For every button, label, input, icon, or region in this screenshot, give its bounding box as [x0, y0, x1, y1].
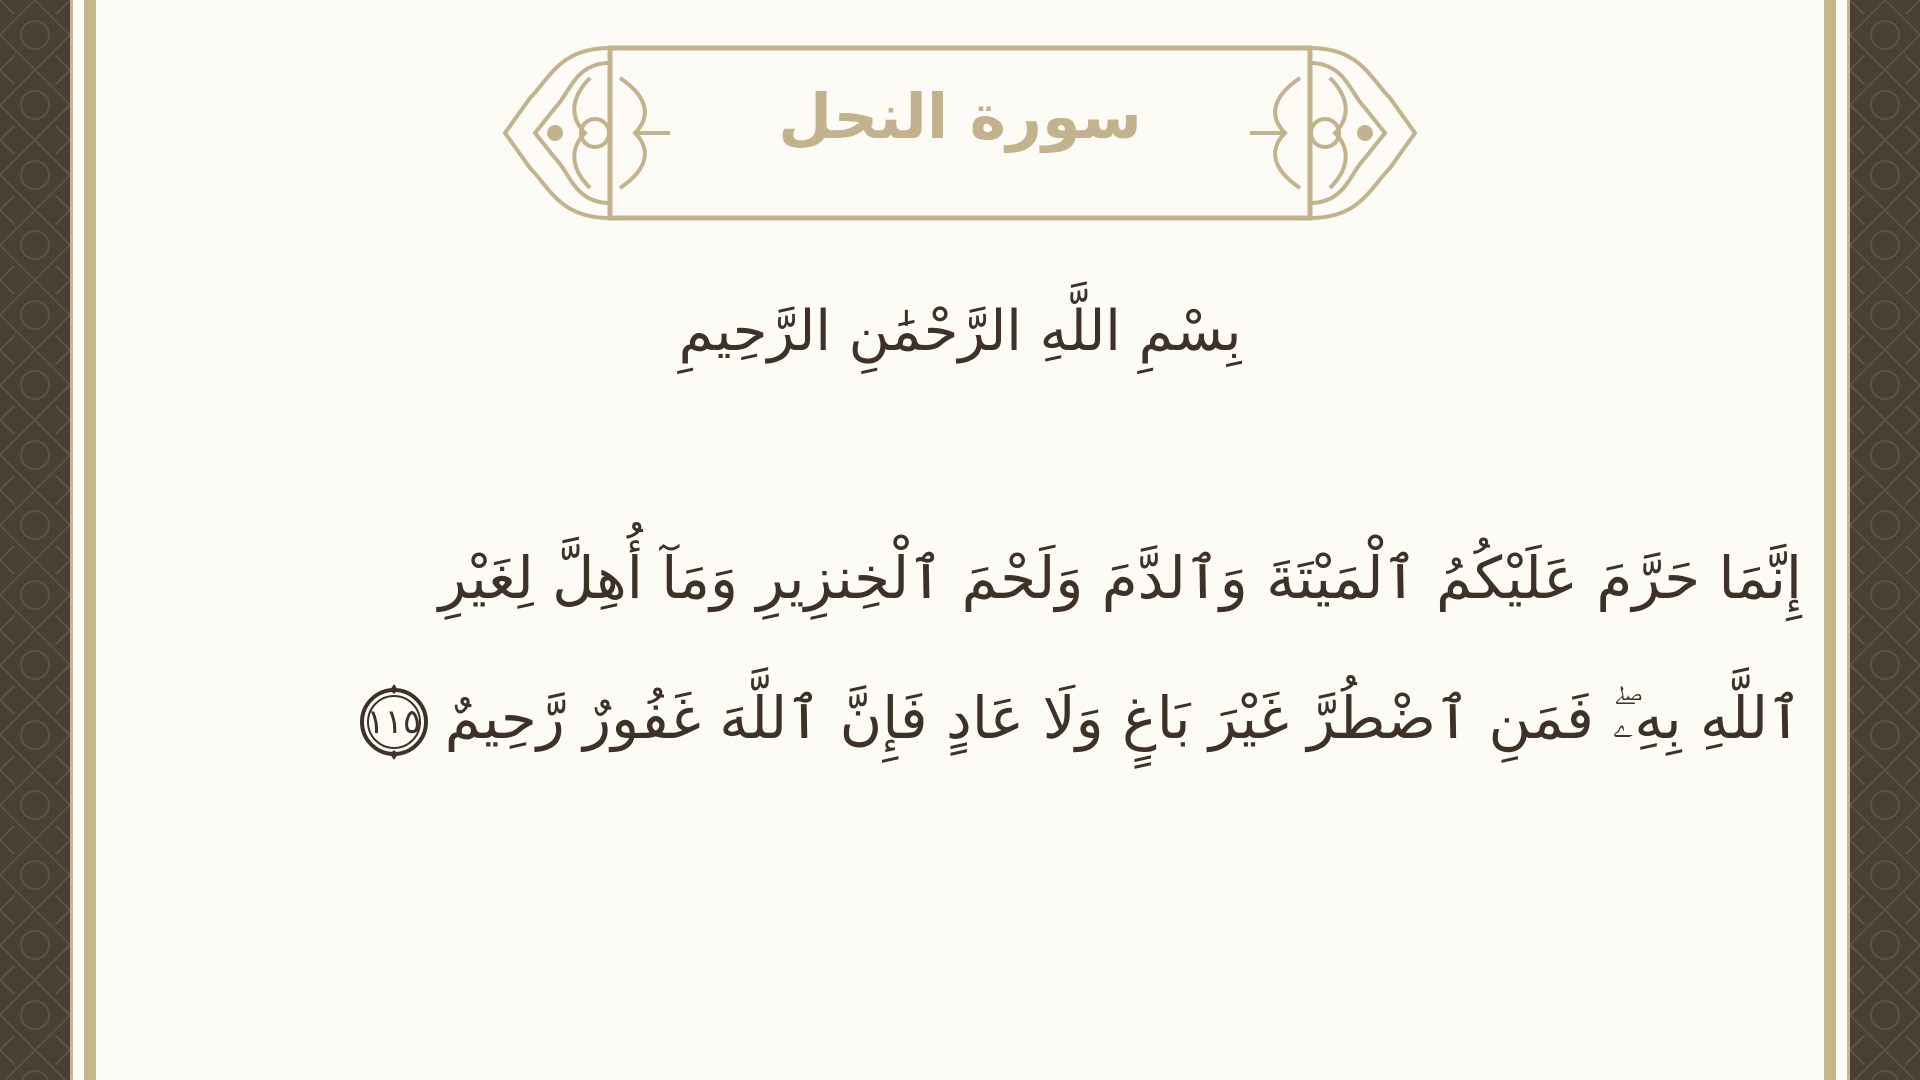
right-decorative-border: [1850, 0, 1920, 1080]
verse-line-1: إِنَّمَا حَرَّمَ عَلَيْكُمُ ٱلْمَيْتَةَ وَٱلدَّمَ وَلَحْمَ ٱلْخِنزِيرِ وَمَآ أُهِلَّ لِغَيْرِ: [438, 544, 1802, 612]
right-gold-rule: [1824, 0, 1836, 1080]
surah-title-cartouche: [500, 38, 1420, 228]
left-decorative-border: [0, 0, 70, 1080]
ayah-number: ١١٥: [366, 701, 422, 742]
surah-title: سورة النحل: [778, 80, 1142, 153]
basmala-calligraphy: بِسْمِ اللَّهِ الرَّحْمَٰنِ الرَّحِيمِ: [678, 299, 1242, 364]
left-gold-rule: [84, 0, 96, 1080]
right-thin-rule: [1847, 0, 1850, 1080]
verse-text: [240, 508, 1802, 788]
geometric-pattern-icon: [0, 0, 70, 1080]
ayah-end-marker: [355, 683, 433, 761]
verse-line-2: [240, 648, 1802, 788]
left-thin-rule: [70, 0, 73, 1080]
verse-line-2-text: ٱللَّهِ بِهِۦۖ فَمَنِ ٱضْطُرَّ غَيْرَ بَاغٍ وَلَا عَادٍ فَإِنَّ ٱللَّهَ غَفُورٌ رَّحِيمٌ: [444, 684, 1802, 752]
geometric-pattern-icon: [1850, 0, 1920, 1080]
